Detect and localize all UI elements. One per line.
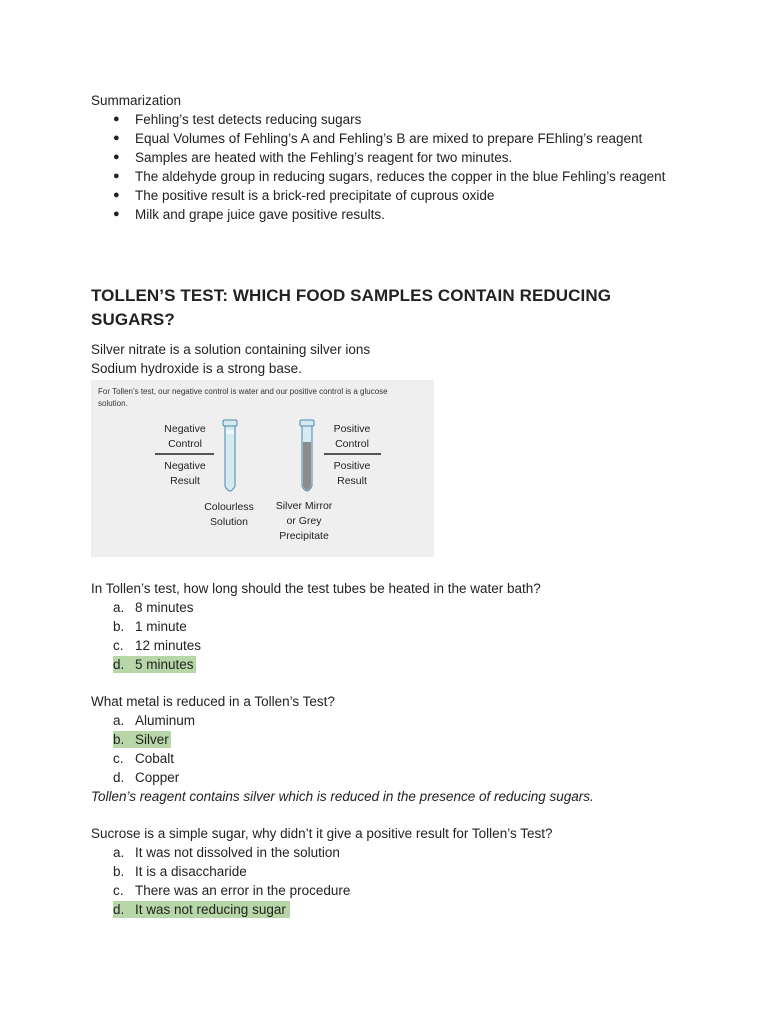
- label-line: Positive: [333, 460, 371, 472]
- label-line: Solution: [210, 516, 248, 528]
- label-line: Result: [337, 475, 367, 487]
- test-tube-illustration: [91, 380, 434, 557]
- label-line: Control: [168, 438, 202, 450]
- option-label: c.: [113, 751, 124, 766]
- bullet-icon: ●: [113, 170, 120, 182]
- option-label: b.: [113, 864, 125, 879]
- option-text: Copper: [135, 770, 180, 785]
- option-text: It was not reducing sugar: [135, 902, 286, 917]
- list-item-text: Samples are heated with the Fehling’s reagent for two minutes.: [135, 150, 513, 165]
- option-text: Silver: [135, 732, 169, 747]
- label-line: Result: [170, 475, 200, 487]
- intro-line-1: Silver nitrate is a solution containing silver ions: [91, 342, 371, 357]
- option-label: d.: [113, 657, 125, 672]
- list-item-text: Milk and grape juice gave positive results.: [135, 207, 385, 222]
- option-label: d.: [113, 770, 125, 785]
- figure-caption: For Tollen’s test, our negative control is water and our positive control is a glucose solution.: [98, 387, 388, 408]
- summary-title: Summarization: [91, 93, 182, 108]
- label-line: Silver Mirror: [275, 500, 333, 512]
- intro-line-2: Sodium hydroxide is a strong base.: [91, 361, 302, 376]
- option-label: d.: [113, 902, 125, 917]
- list-item-text: Fehling’s test detects reducing sugars: [135, 112, 362, 127]
- positive-test-tube-icon: [300, 420, 314, 491]
- option-label: b.: [113, 732, 125, 747]
- option-text: 8 minutes: [135, 600, 194, 615]
- option-text: 1 minute: [135, 619, 187, 634]
- question-3-text: Sucrose is a simple sugar, why didn’t it give a positive result for Tollen’s Test?: [91, 826, 553, 841]
- section-heading-line1: TOLLEN’S TEST: WHICH FOOD SAMPLES CONTAIN REDUCING: [91, 286, 612, 305]
- section-heading: [91, 284, 691, 332]
- label-line: Colourless: [204, 501, 254, 513]
- list-item-text: The positive result is a brick-red precipitate of cuprous oxide: [135, 188, 495, 203]
- question-1-text: In Tollen’s test, how long should the test tubes be heated in the water bath?: [91, 581, 541, 596]
- option-label: c.: [113, 638, 124, 653]
- option-text: It is a disaccharide: [135, 864, 247, 879]
- option-label: b.: [113, 619, 125, 634]
- bullet-icon: ●: [113, 151, 120, 163]
- bullet-icon: ●: [113, 113, 120, 125]
- option-text: 5 minutes: [135, 657, 194, 672]
- question-2-text: What metal is reduced in a Tollen’s Test?: [91, 694, 335, 709]
- label-line: Positive: [333, 423, 371, 435]
- tollens-figure: [91, 380, 434, 557]
- option-label: a.: [113, 845, 125, 860]
- option-text: 12 minutes: [135, 638, 202, 653]
- question-2-note: Tollen’s reagent contains silver which is reduced in the presence of reducing sugars.: [91, 789, 594, 804]
- option-text: There was an error in the procedure: [135, 883, 351, 898]
- option-label: a.: [113, 600, 125, 615]
- section-heading-line2: SUGARS?: [91, 310, 175, 329]
- option-text: Aluminum: [135, 713, 196, 728]
- option-label: a.: [113, 713, 125, 728]
- option-text: Cobalt: [135, 751, 175, 766]
- option-text: It was not dissolved in the solution: [135, 845, 340, 860]
- label-line: Negative: [164, 460, 206, 472]
- label-line: Control: [335, 438, 369, 450]
- bullet-icon: ●: [113, 132, 120, 144]
- bullet-icon: ●: [113, 208, 120, 220]
- label-line: Negative: [164, 423, 206, 435]
- list-item-text: The aldehyde group in reducing sugars, reduces the copper in the blue Fehling’s reagent: [135, 169, 666, 184]
- option-label: c.: [113, 883, 124, 898]
- label-line: or Grey: [286, 515, 322, 527]
- negative-test-tube-icon: [223, 420, 237, 491]
- label-line: Precipitate: [279, 530, 329, 542]
- bullet-icon: ●: [113, 189, 120, 201]
- list-item-text: Equal Volumes of Fehling’s A and Fehling’s B are mixed to prepare FEhling’s reagent: [135, 131, 643, 146]
